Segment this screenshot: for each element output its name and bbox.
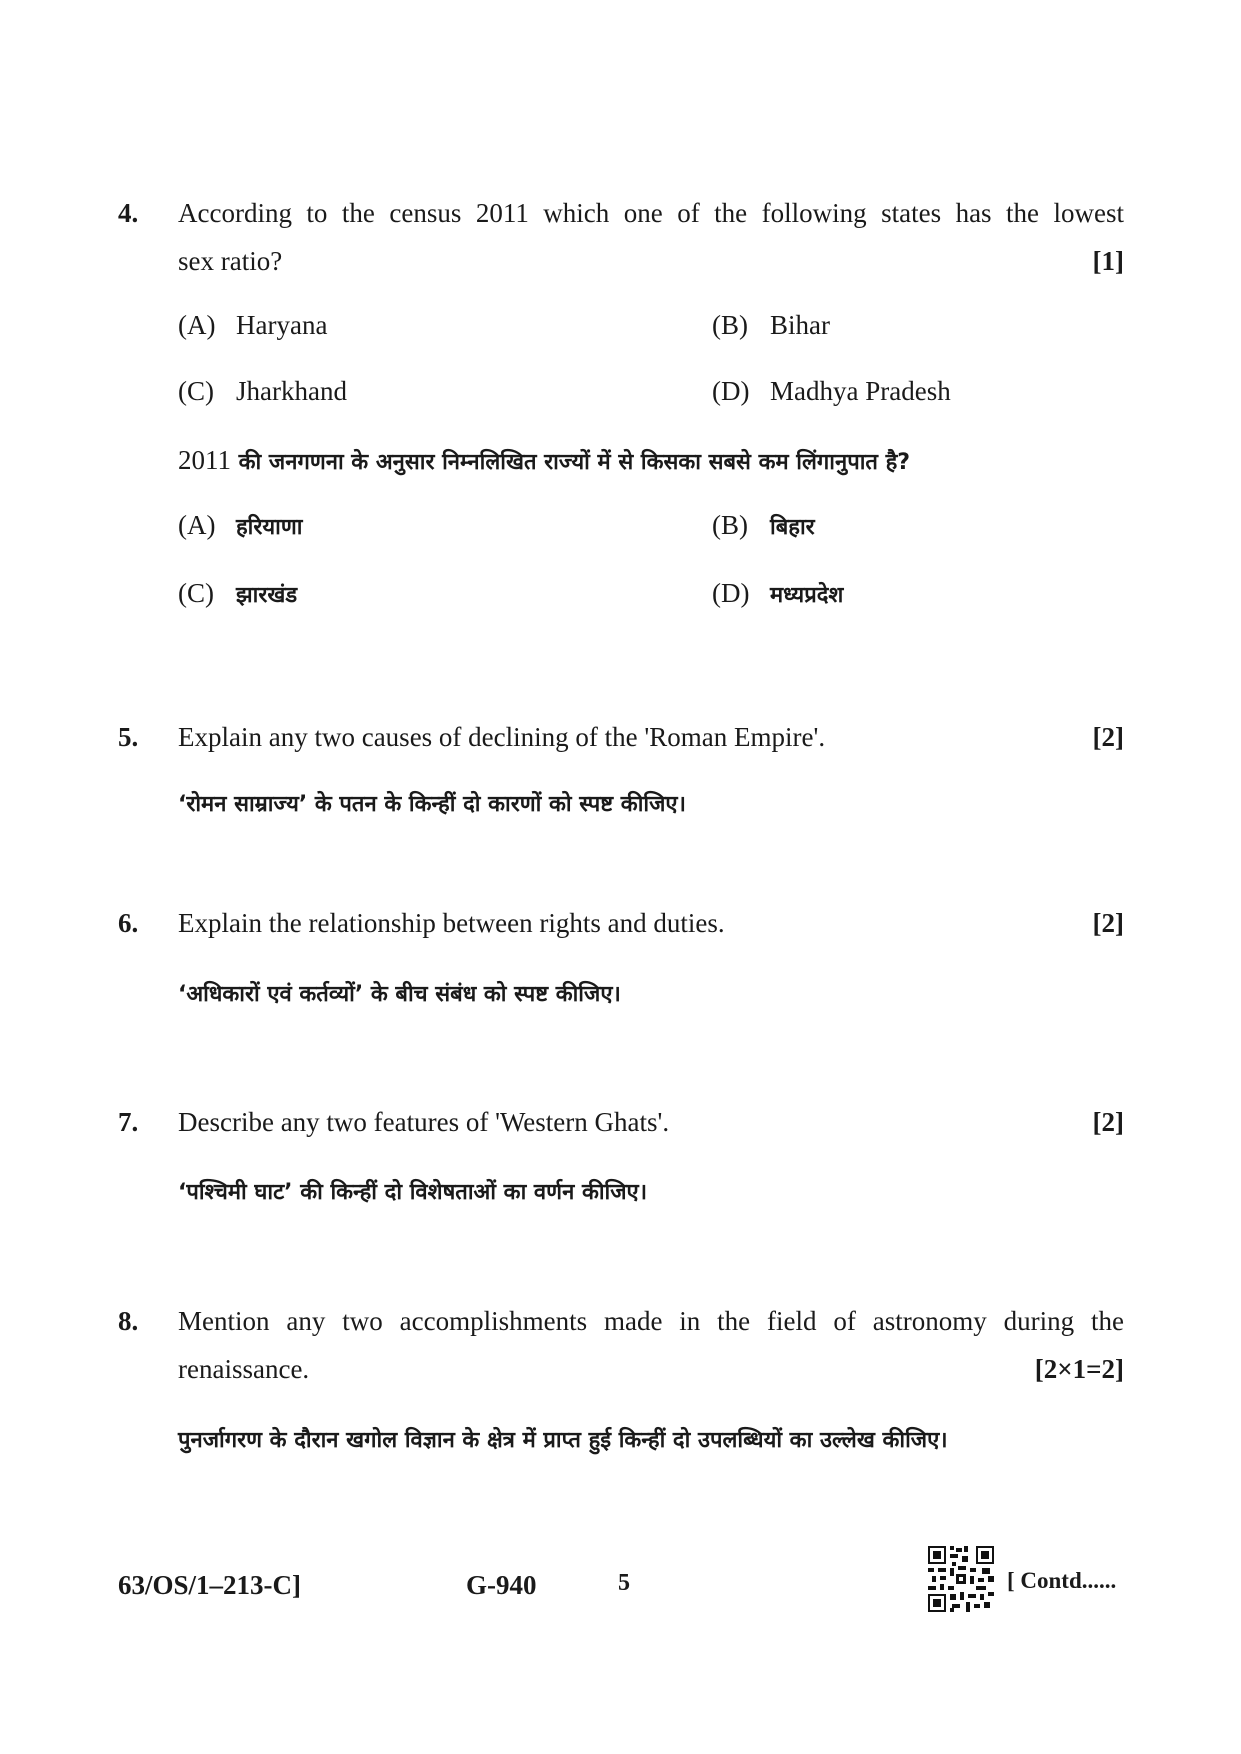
question-6-hindi: ‘अधिकारों एवं कर्तव्यों’ के बीच संबंध को स्पष्ट कीजिए। [178, 982, 621, 1007]
q4-option-c-text: Jharkhand [236, 376, 347, 406]
q4-option-c-label: (C) [178, 376, 214, 406]
question-5-marks: [2] [1092, 722, 1124, 752]
q4-hindi-option-d-label: (D) [712, 578, 750, 608]
q4-option-a [178, 310, 327, 341]
question-4-hindi-text: की जनगणना के अनुसार निम्नलिखित राज्यों में से किसका सबसे कम लिंगानुपात है? [231, 450, 911, 475]
q4-hindi-option-c-text: झारखंड [236, 583, 298, 608]
question-4-marks: [1] [1092, 246, 1124, 276]
question-7-number: 7. [118, 1107, 139, 1137]
q4-hindi-option-b-label: (B) [712, 510, 748, 540]
question-5-hindi: ‘रोमन साम्राज्य’ के पतन के किन्हीं दो कारणों को स्पष्ट कीजिए। [178, 792, 686, 817]
question-8-text-line2: renaissance. [178, 1354, 310, 1384]
q4-option-d-label: (D) [712, 376, 750, 406]
question-8-number: 8. [118, 1306, 139, 1336]
question-6-marks: [2] [1092, 908, 1124, 938]
qr-code-icon [928, 1546, 994, 1612]
q4-hindi-option-c [178, 578, 297, 609]
question-5-text: Explain any two causes of declining of the 'Roman Empire'. [178, 722, 826, 752]
footer-series-code: G-940 [466, 1570, 537, 1600]
question-8-text-line1: Mention any two accomplishments made in the field of astronomy during the [178, 1306, 1124, 1336]
q4-hindi-option-b-text: बिहार [770, 515, 815, 540]
q4-hindi-option-a-text: हरियाणा [236, 515, 303, 540]
q4-hindi-option-d [712, 578, 843, 609]
question-6-number: 6. [118, 908, 139, 938]
q4-option-a-text: Haryana [236, 310, 328, 340]
q4-option-d [712, 376, 951, 407]
q4-option-b-text: Bihar [770, 310, 830, 340]
question-8-hindi: पुनर्जागरण के दौरान खगोल विज्ञान के क्षेत्र में प्राप्त हुई किन्हीं दो उपलब्धियों का उल्लेख कीजिए। [178, 1428, 948, 1453]
question-4-hindi [178, 445, 910, 476]
footer-page-number: 5 [618, 1570, 630, 1596]
q4-option-b-label: (B) [712, 310, 748, 340]
question-7-hindi: ‘पश्चिमी घाट’ की किन्हीं दो विशेषताओं का वर्णन कीजिए। [178, 1180, 648, 1205]
q4-hindi-option-d-text: मध्यप्रदेश [770, 583, 844, 608]
question-5-number: 5. [118, 722, 139, 752]
q4-option-b [712, 310, 830, 341]
question-4-hindi-year: 2011 [178, 445, 231, 475]
q4-hindi-option-b [712, 510, 815, 541]
question-4-text-line2: sex ratio? [178, 246, 283, 276]
footer-contd: [ Contd...... [1007, 1568, 1117, 1593]
question-4-number: 4. [118, 198, 139, 228]
question-4-text-line1: According to the census 2011 which one of the following states has the lowest [178, 198, 1124, 228]
q4-hindi-option-a-label: (A) [178, 510, 216, 540]
q4-option-c [178, 376, 347, 407]
question-7-marks: [2] [1092, 1107, 1124, 1137]
q4-option-d-text: Madhya Pradesh [770, 376, 951, 406]
question-6-text: Explain the relationship between rights and duties. [178, 908, 725, 938]
footer-paper-code: 63/OS/1–213-C] [118, 1570, 302, 1600]
q4-option-a-label: (A) [178, 310, 216, 340]
q4-hindi-option-c-label: (C) [178, 578, 214, 608]
question-8-marks: [2×1=2] [1034, 1354, 1124, 1384]
question-7-text: Describe any two features of 'Western Ghats'. [178, 1107, 670, 1137]
q4-hindi-option-a [178, 510, 302, 541]
